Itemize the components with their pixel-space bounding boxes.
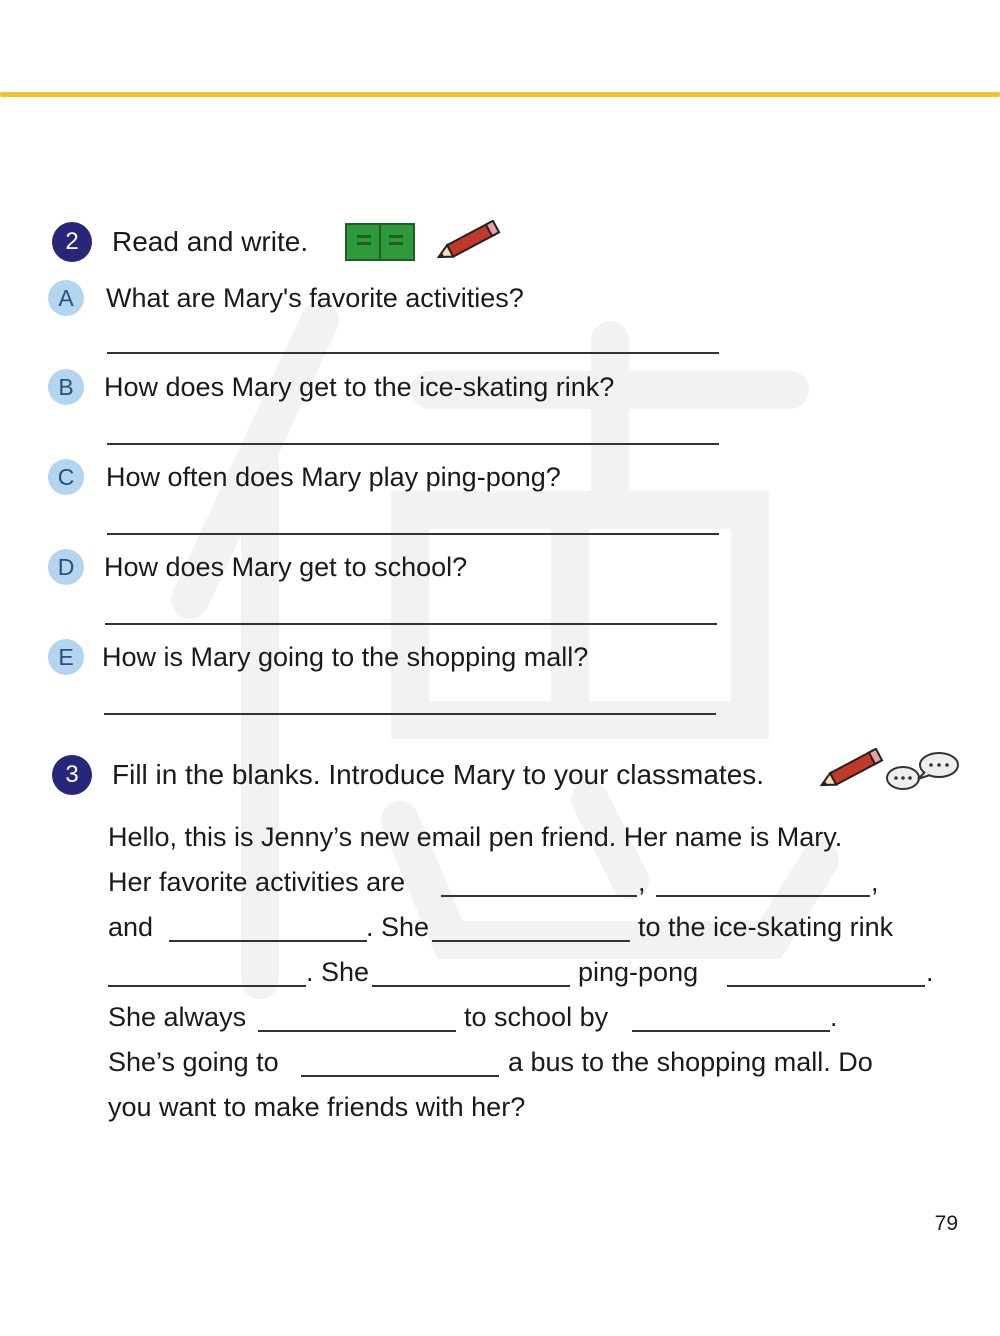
- question-letter-badge: D: [48, 549, 84, 585]
- section-number-badge: 3: [52, 755, 92, 795]
- page-number: 79: [934, 1212, 958, 1235]
- question-text: How is Mary going to the shopping mall?: [102, 641, 589, 672]
- fill-blank[interactable]: [632, 1030, 830, 1032]
- question-text: How does Mary get to the ice-skating rink?: [104, 371, 615, 402]
- fill-blank[interactable]: [432, 940, 630, 942]
- pencil-icon: [432, 220, 504, 264]
- section-3-header: [52, 755, 764, 795]
- paragraph-text: She always: [108, 1002, 247, 1032]
- question-text: What are Mary's favorite activities?: [106, 282, 524, 313]
- paragraph-text: to the ice-skating rink: [638, 912, 894, 942]
- speech-bubbles-icon: [885, 748, 961, 794]
- question-c: [48, 459, 561, 495]
- question-e: [48, 639, 588, 675]
- question-letter-badge: B: [48, 369, 84, 405]
- fill-blank[interactable]: [108, 985, 306, 987]
- answer-line-b[interactable]: [107, 443, 719, 445]
- section-title: Read and write.: [112, 226, 309, 257]
- paragraph-text: to school by: [464, 1002, 609, 1032]
- question-letter-badge: C: [48, 459, 84, 495]
- section-title: Fill in the blanks. Introduce Mary to your classmates.: [112, 759, 765, 790]
- paragraph-text: . She: [366, 912, 430, 942]
- fill-blank[interactable]: [301, 1075, 499, 1077]
- question-a: [48, 280, 524, 316]
- question-text: How does Mary get to school?: [104, 551, 468, 582]
- paragraph-text: .: [830, 1002, 838, 1032]
- section-number-badge: 2: [52, 222, 92, 262]
- book-icon: [345, 222, 415, 262]
- paragraph-text: ping-pong: [578, 957, 699, 987]
- paragraph-line-1: Hello, this is Jenny’s new email pen friend. Her name is Mary.: [108, 822, 843, 852]
- paragraph-text: . She: [306, 957, 370, 987]
- answer-line-a[interactable]: [107, 352, 719, 354]
- top-divider: [0, 92, 1000, 97]
- answer-line-e[interactable]: [104, 713, 716, 715]
- pencil-icon: [815, 748, 887, 792]
- paragraph-text: Her favorite activities are: [108, 867, 406, 897]
- answer-line-d[interactable]: [105, 623, 717, 625]
- paragraph-text: .: [926, 957, 934, 987]
- fill-blank[interactable]: [169, 940, 367, 942]
- fill-blank[interactable]: [727, 985, 925, 987]
- paragraph-text: She’s going to: [108, 1047, 279, 1077]
- question-letter-badge: A: [48, 280, 84, 316]
- fill-blank[interactable]: [441, 895, 637, 897]
- paragraph-text: and: [108, 912, 154, 942]
- section-2-header: [52, 222, 308, 262]
- question-d: [48, 549, 467, 585]
- fill-blank[interactable]: [372, 985, 570, 987]
- question-letter-badge: E: [48, 639, 84, 675]
- fill-blank[interactable]: [656, 895, 870, 897]
- paragraph-text: a bus to the shopping mall. Do: [508, 1047, 873, 1077]
- paragraph-line-7: you want to make friends with her?: [108, 1092, 526, 1122]
- answer-line-c[interactable]: [107, 533, 719, 535]
- paragraph-text: ,: [638, 867, 646, 897]
- question-text: How often does Mary play ping-pong?: [106, 461, 561, 492]
- paragraph-text: ,: [871, 867, 879, 897]
- question-b: [48, 369, 614, 405]
- fill-blank[interactable]: [258, 1030, 456, 1032]
